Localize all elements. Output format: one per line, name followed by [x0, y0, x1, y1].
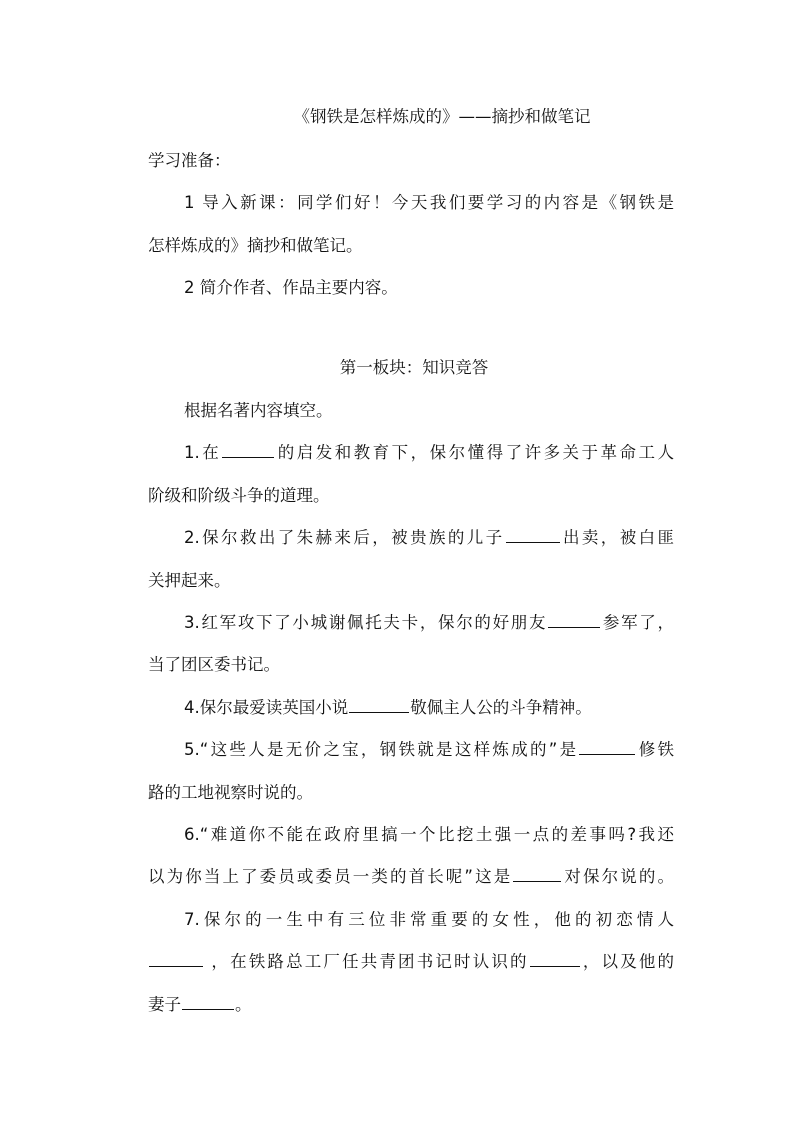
question-4-text-a: 4.保尔最爱读英国小说: [184, 698, 349, 717]
question-5-line-2: 路的工地视察时说的。: [148, 783, 313, 802]
question-3-blank[interactable]: [548, 613, 600, 628]
question-6-text-a: 以为你当上了委员或委员一类的首长呢”这是: [148, 867, 513, 886]
question-6-line-2: [148, 866, 674, 888]
question-7-text-c: 妻子: [148, 995, 181, 1014]
question-7-line-2: [148, 951, 674, 973]
question-7-text-a: ，在铁路总工厂任共青团书记时认识的: [211, 952, 529, 971]
question-1-line-1: [184, 442, 674, 464]
question-5-text-a: 5.“这些人是无价之宝，钢铁就是这样炼成的”是: [184, 740, 579, 759]
section-title: 第一板块：知识竞答: [339, 358, 489, 377]
question-1-blank[interactable]: [222, 443, 274, 458]
question-2-blank[interactable]: [506, 528, 560, 543]
question-3-text-a: 3.红军攻下了小城谢佩托夫卡，保尔的好朋友: [184, 613, 548, 632]
question-6-text-b: 对保尔说的。: [562, 867, 674, 886]
question-4-text-b: 敬佩主人公的斗争精神。: [410, 698, 592, 717]
question-6-line-1: 6.“难道你不能在政府里搞一个比挖土强一点的差事吗?我还: [184, 825, 674, 844]
prep-item-1-line-2: 怎样炼成的》摘抄和做笔记。: [148, 236, 363, 255]
question-2-text-a: 2.保尔救出了朱赫来后，被贵族的儿子: [184, 528, 505, 547]
question-7-line-1: 7.保尔的一生中有三位非常重要的女性，他的初恋情人: [184, 910, 674, 929]
question-5-blank[interactable]: [579, 740, 635, 755]
question-1-line-2: 阶级和阶级斗争的道理。: [148, 486, 330, 505]
question-4-line-1: [184, 697, 592, 719]
question-2-line-2: 关押起来。: [148, 571, 231, 590]
question-7-text-b: ，以及他的: [580, 952, 675, 971]
question-2-text-b: 出卖，被白匪: [560, 528, 675, 547]
prep-heading: 学习准备：: [148, 151, 231, 170]
question-3-line-1: [184, 612, 674, 634]
question-3-line-2: 当了团区委书记。: [148, 655, 280, 674]
question-7-line-3: [148, 994, 252, 1016]
question-5-line-1: [184, 739, 674, 761]
question-1-text-a: 1.在: [184, 443, 222, 462]
question-6-blank[interactable]: [513, 867, 561, 882]
prep-item-1-line-1: 1 导入新课：同学们好！今天我们要学习的内容是《钢铁是: [184, 193, 674, 212]
question-7-blank-1[interactable]: [149, 952, 203, 967]
document-title: 《钢铁是怎样炼成的》——摘抄和做笔记: [293, 107, 591, 126]
question-5-text-b: 修铁: [636, 740, 675, 759]
section-instruction: 根据名著内容填空。: [184, 401, 333, 420]
question-2-line-1: [184, 527, 674, 549]
question-7-text-d: 。: [235, 995, 252, 1014]
question-4-blank[interactable]: [349, 698, 409, 713]
prep-item-2: 2 简介作者、作品主要内容。: [184, 278, 398, 297]
question-7-blank-3[interactable]: [182, 995, 234, 1010]
question-3-text-b: 参军了，: [601, 613, 674, 632]
question-1-text-b: 的启发和教育下，保尔懂得了许多关于革命工人: [275, 443, 675, 462]
question-7-blank-2[interactable]: [530, 952, 580, 967]
